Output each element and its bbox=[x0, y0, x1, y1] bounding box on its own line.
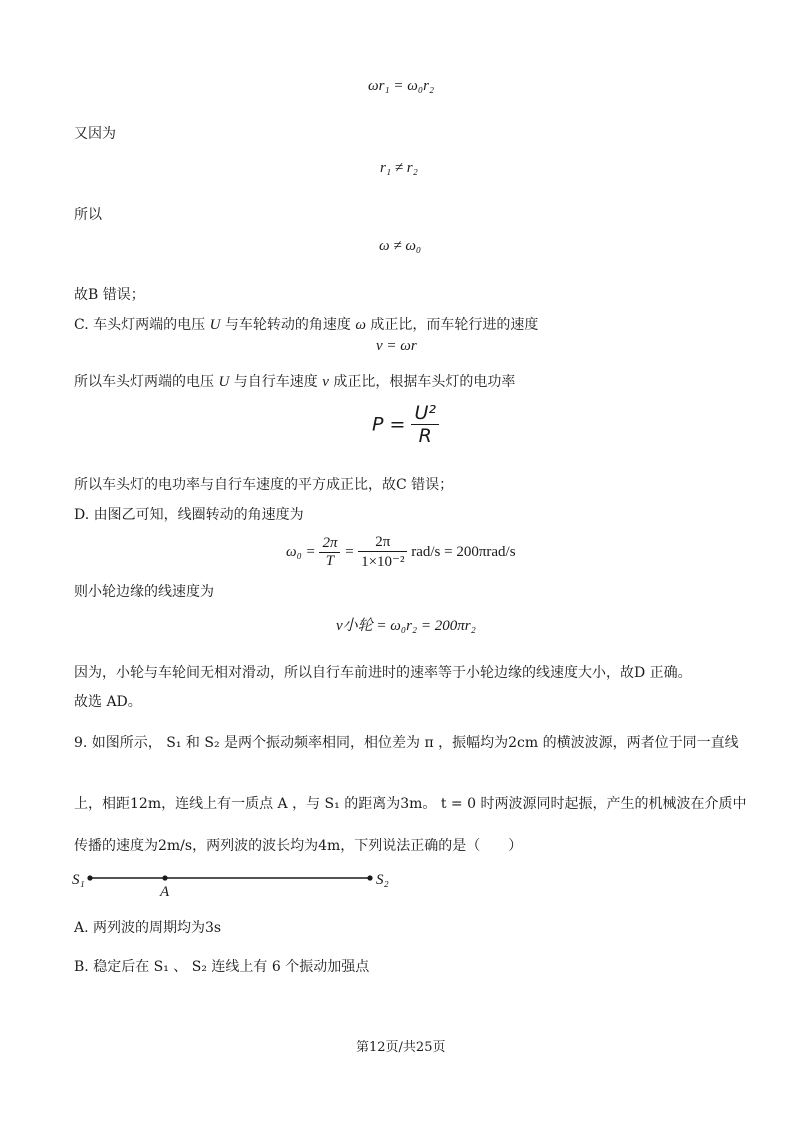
option-B: B. 稳定后在 S₁ 、 S₂ 连线上有 6 个振动加强点 bbox=[74, 959, 370, 975]
page-footer: 第12页/共25页 bbox=[356, 1040, 446, 1055]
text-c-line3: 所以车头灯的电功率与自行车速度的平方成正比，故C 错误； bbox=[74, 477, 454, 493]
text-d-line1: D. 由图乙可知，线圈转动的角速度为 bbox=[74, 507, 304, 523]
symbol-U-2: U bbox=[218, 374, 230, 390]
equation-omega0-f1-numerator: 2π bbox=[322, 535, 338, 551]
figure-point-A bbox=[162, 875, 167, 880]
figure-point-S1 bbox=[87, 875, 92, 880]
equation-omega-r: ωr₁ = ω₀r₂ bbox=[368, 78, 435, 94]
figure-label-S1: S₁ bbox=[72, 872, 85, 888]
figure-wave-sources bbox=[70, 868, 410, 904]
equation-omega-neq: ω ≠ ω₀ bbox=[379, 238, 422, 254]
text-c-line2-c: 成正比，根据车头灯的电功率 bbox=[328, 374, 516, 390]
symbol-omega: ω bbox=[355, 317, 366, 333]
option-A: A. 两列波的周期均为3s bbox=[74, 920, 222, 936]
equation-omega0-equals: = bbox=[344, 544, 355, 560]
equation-omega0-fraction2 bbox=[358, 534, 407, 571]
equation-power-numerator: U² bbox=[414, 402, 436, 424]
symbol-v: v bbox=[322, 374, 329, 390]
text-c-line1-a: C. 车头灯两端的电压 bbox=[74, 317, 210, 333]
equation-omega0-lhs: ω₀ = bbox=[286, 544, 316, 560]
equation-power-denominator: R bbox=[411, 424, 439, 447]
symbol-U: U bbox=[209, 317, 221, 333]
equation-omega0-rhs: rad/s = 200πrad/s bbox=[411, 544, 516, 560]
equation-power-lhs: P = bbox=[372, 413, 406, 436]
question-9-line1: 9. 如图所示， S₁ 和 S₂ 是两个振动频率相同，相位差为 π ，振幅均为2cm 的横波波源，两者位于同一直线 bbox=[74, 735, 739, 751]
question-9-line2: 上，相距12m，连线上有一质点 A ，与 S₁ 的距离为3m。 t = 0 时两波源同时起振，产生的机械波在介质中 bbox=[74, 796, 747, 812]
text-c-line1-b: 与车轮转动的角速度 bbox=[220, 317, 356, 333]
text-c-line1-c: 成正比，而车轮行进的速度 bbox=[365, 317, 539, 333]
equation-v-small-wheel: v小轮 = ω₀r₂ = 200πr₂ bbox=[336, 618, 476, 634]
figure-label-S2: S₂ bbox=[376, 872, 389, 888]
equation-omega0-f2-denominator: 1×10⁻² bbox=[358, 551, 407, 571]
text-answer: 故选 AD。 bbox=[74, 694, 142, 710]
equation-omega0 bbox=[286, 534, 516, 571]
figure-label-A: A bbox=[160, 884, 170, 900]
text-c-line1 bbox=[74, 315, 538, 335]
equation-r-neq: r₁ ≠ r₂ bbox=[380, 160, 418, 176]
equation-omega0-f2-numerator: 2π bbox=[375, 534, 391, 550]
text-suoyi: 所以 bbox=[74, 207, 102, 223]
text-d-line2: 则小轮边缘的线速度为 bbox=[74, 584, 214, 600]
question-9-line3: 传播的速度为2m/s，两列波的波长均为4m，下列说法正确的是（ ） bbox=[74, 838, 523, 854]
equation-power-fraction bbox=[411, 402, 439, 447]
text-b-wrong: 故B 错误； bbox=[74, 287, 145, 303]
equation-omega0-f1-denominator: T bbox=[319, 552, 340, 570]
text-youyinwei: 又因为 bbox=[74, 126, 116, 142]
text-c-line2 bbox=[74, 372, 515, 392]
equation-omega0-fraction1 bbox=[319, 535, 340, 570]
figure-point-S2 bbox=[367, 875, 372, 880]
text-d-line3: 因为，小轮与车轮间无相对滑动，所以自行车前进时的速率等于小轮边缘的线速度大小，故D 正确。 bbox=[74, 665, 692, 681]
equation-v-omega-r: v = ωr bbox=[376, 338, 417, 354]
text-c-line2-b: 与自行车速度 bbox=[229, 374, 323, 390]
equation-power bbox=[372, 402, 439, 447]
text-c-line2-a: 所以车头灯两端的电压 bbox=[74, 374, 219, 390]
